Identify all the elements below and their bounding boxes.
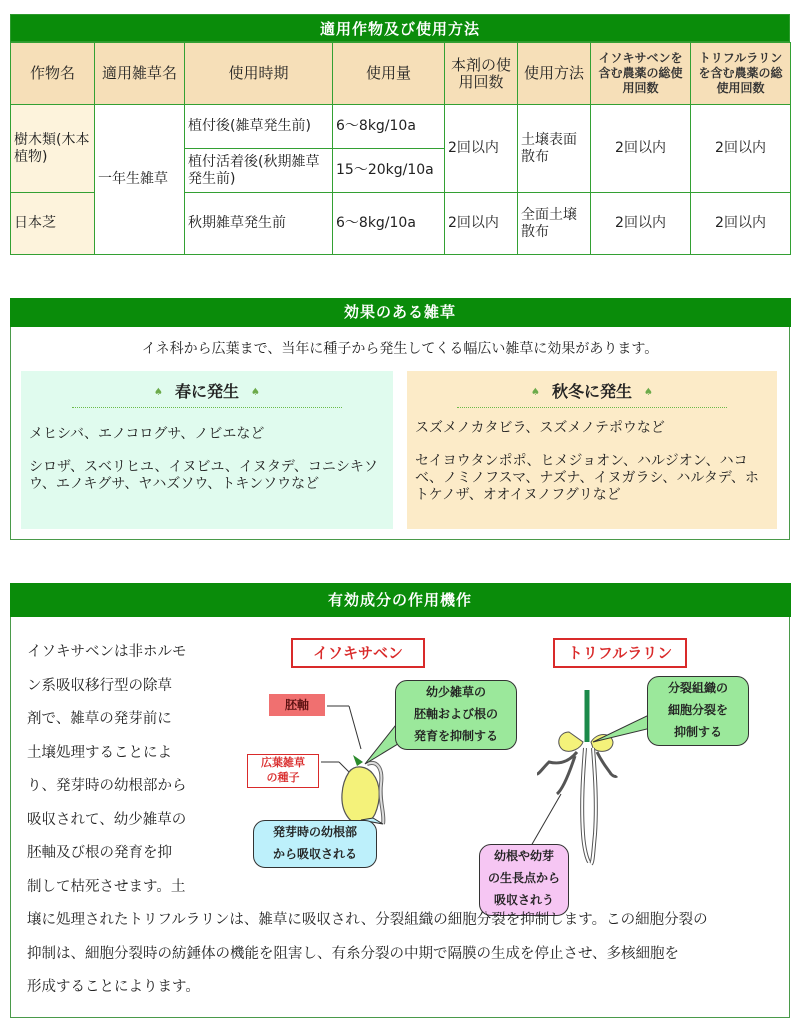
seed-tag <box>247 754 319 788</box>
spring-broadleaf-weeds: シロザ、スベリヒユ、イヌビユ、イヌタデ、コニシキソウ、エノキグサ、ヤハズソウ、トキンソウなど <box>29 459 378 492</box>
method-cell: 全面土壌散布 <box>518 193 591 255</box>
method-cell: 土壌表面散布 <box>518 105 591 193</box>
text-line: 吸収されて、幼少雑草の <box>27 811 187 828</box>
callout-line: 発芽時の幼根部 <box>272 825 357 839</box>
callout-line: 分裂組織の <box>667 681 728 695</box>
callout-line: の生長点から <box>487 871 560 885</box>
seed-tag-line: 広葉雑草 <box>261 756 305 769</box>
callout-line: 細胞分裂を <box>667 703 728 717</box>
isoxaben-total-cell: 2回以内 <box>591 105 691 193</box>
header-timing: 使用時期 <box>185 43 333 105</box>
effective-weeds-title: 効果のある雑草 <box>10 298 791 327</box>
callout-line: 胚軸および根の <box>413 707 498 721</box>
trifluralin-label: トリフルラリン <box>553 638 687 668</box>
crop-cell: 樹木類(木本植物) <box>11 105 95 193</box>
mode-of-action-diagram <box>231 624 786 907</box>
text-line: 剤で、雑草の発芽前に <box>27 711 172 727</box>
sprout-icon: ♠︎ <box>154 387 163 398</box>
autumn-panel <box>407 371 777 529</box>
count-cell: 2回以内 <box>445 105 518 193</box>
text-line: 形成することによります。 <box>27 979 200 995</box>
trifluralin-total-cell: 2回以内 <box>691 105 791 193</box>
callout-line: 幼根や幼芽 <box>493 849 554 863</box>
amount-cell: 6〜8kg/10a <box>333 193 445 255</box>
usage-table <box>10 42 791 255</box>
count-cell: 2回以内 <box>445 193 518 255</box>
isoxaben-total-cell: 2回以内 <box>591 193 691 255</box>
autumn-title-text: 秋冬に発生 <box>551 382 632 401</box>
spring-grass-weeds: メヒシバ、エノコログサ、ノビエなど <box>29 426 265 442</box>
spring-panel <box>21 371 393 529</box>
callout-line: 発育を抑制する <box>413 729 498 743</box>
timing-cell: 秋期雑草発生前 <box>185 193 333 255</box>
timing-cell: 植付後(雑草発生前) <box>185 105 333 149</box>
hypocotyl-tag: 胚軸 <box>269 694 325 716</box>
timing-cell: 植付活着後(秋期雑草発生前) <box>185 149 333 193</box>
amount-cell: 6〜8kg/10a <box>333 105 445 149</box>
header-amount: 使用量 <box>333 43 445 105</box>
mode-of-action-text-bottom <box>27 904 777 1005</box>
text-line: 抑制は、細胞分裂時の紡錘体の機能を阻害し、有糸分裂の中期で隔膜の生成を停止させ、多核細胞を <box>27 945 680 962</box>
callout-line: 幼少雑草の <box>425 685 486 699</box>
isoxaben-label: イソキサベン <box>291 638 425 668</box>
autumn-title <box>457 383 727 408</box>
text-line: り、発芽時の幼根部から <box>27 778 187 794</box>
sprout-icon: ♠︎ <box>531 387 540 398</box>
usage-table-title: 適用作物及び使用方法 <box>10 14 790 42</box>
text-line: イソキサベンは非ホルモ <box>27 644 187 660</box>
sprout-icon: ♠︎ <box>644 387 653 398</box>
header-weed: 適用雑草名 <box>95 43 185 105</box>
mode-of-action-text-left <box>27 636 217 904</box>
text-line: ン系吸収移行型の除草 <box>27 677 172 694</box>
header-count: 本剤の使用回数 <box>445 43 518 105</box>
header-method: 使用方法 <box>518 43 591 105</box>
spring-title-text: 春に発生 <box>174 382 239 401</box>
callout-line: 吸収されう <box>493 893 554 907</box>
text-line: 胚軸及び根の発育を抑 <box>27 845 172 861</box>
weed-cell: 一年生雑草 <box>95 105 185 255</box>
mode-of-action-title: 有効成分の作用機作 <box>10 583 791 617</box>
isoxaben-absorption-callout <box>253 820 377 868</box>
trifluralin-total-cell: 2回以内 <box>691 193 791 255</box>
table-row <box>11 105 791 149</box>
header-isoxaben-total: イソキサベンを含む農薬の総使用回数 <box>591 43 691 105</box>
usage-section <box>10 14 790 255</box>
callout-line: 抑制する <box>673 725 722 739</box>
text-line: 土壌処理することによ <box>27 744 172 761</box>
sprout-icon: ♠︎ <box>251 387 260 398</box>
autumn-broadleaf-weeds: セイヨウタンポポ、ヒメジョオン、ハルジオン、ハコベ、ノミノフスマ、ナズナ、イヌガラシ、ハルタデ、ホトケノザ、オオイヌノフグリなど <box>415 453 759 503</box>
amount-cell: 15〜20kg/10a <box>333 149 445 193</box>
text-line: 制して枯死させます。土 <box>27 878 186 895</box>
text-line: 壌に処理されたトリフルラリンは、雑草に吸収され、分裂組織の細胞分裂を抑制します。この細胞分裂の <box>27 912 708 928</box>
crop-cell: 日本芝 <box>11 193 95 255</box>
header-trifluralin-total: トリフルラリンを含む農薬の総使用回数 <box>691 43 791 105</box>
autumn-grass-weeds: スズメノカタビラ、スズメノテポウなど <box>415 420 665 436</box>
effective-weeds-section <box>10 298 790 540</box>
table-header-row <box>11 43 791 105</box>
spring-title <box>72 383 342 408</box>
mode-of-action-section <box>10 583 790 1018</box>
callout-line: から吸収される <box>272 847 357 861</box>
isoxaben-effect-callout <box>395 680 517 750</box>
header-crop: 作物名 <box>11 43 95 105</box>
seed-tag-line: の種子 <box>266 771 300 784</box>
trifluralin-effect-callout <box>647 676 749 746</box>
effective-weeds-intro: イネ科から広葉まで、当年に種子から発生してくる幅広い雑草に効果があります。 <box>141 340 659 357</box>
